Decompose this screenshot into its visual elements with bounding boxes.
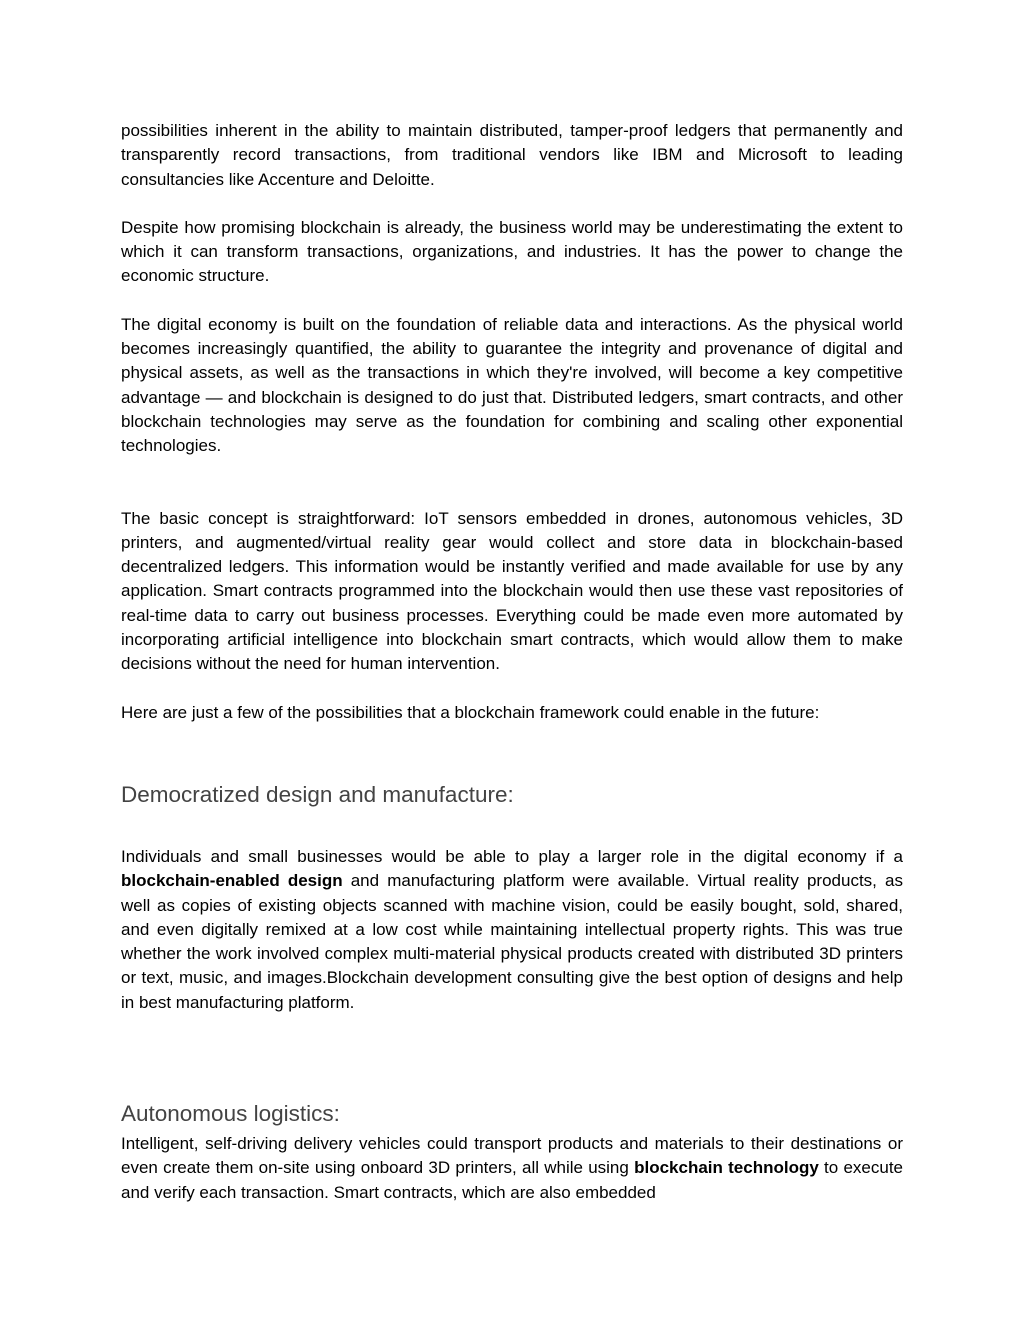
text-span: Intelligent, self-driving delivery vehicles could transport products and materials to their destinations or even create them on-site using onboard 3D printers, all while using — [121, 1134, 903, 1178]
paragraph-ledger-possibilities: possibilities inherent in the ability to maintain distributed, tamper-proof ledgers that permanently and transparently record transactions, from traditional vendors like IBM and Microsoft to leading consultancies like Accenture and Deloitte. — [121, 121, 903, 189]
text-span: and manufacturing platform were available. Virtual reality products, as well as copies of existing objects scanned with machine vision, could be easily bought, sold, shared, and even digitally remixed at a low cost while maintaining intellectual property rights. This was true whether the work involved complex multi-material physical products created with distributed 3D printers or text, music, and images.Blockchain development consulting give the best option of designs and help in best manufacturing platform. — [121, 871, 903, 1012]
heading-democratized-design: Democratized design and manufacture: — [121, 781, 514, 807]
bold-term-blockchain-enabled-design: blockchain-enabled design — [121, 871, 343, 891]
paragraph-basic-concept: The basic concept is straightforward: IoT sensors embedded in drones, autonomous vehicles, 3D printers, and augmented/virtual reality gear would collect and store data in blockchain-based decentralized ledgers. This information would be instantly verified and made available for use by any application. Smart contracts programmed into the blockchain would then use these vast repositories of real-time data to carry out business processes. Everything could be made even more automated by incorporating artificial intelligence into blockchain smart contracts, which would allow them to make decisions without the need for human intervention. — [121, 508, 903, 674]
text-span: to execute and verify each transaction. Smart contracts, which are also embedded — [121, 1158, 904, 1202]
paragraph-digital-economy: The digital economy is built on the foundation of reliable data and interactions. As the physical world becomes increasingly quantified, the ability to guarantee the integrity and provenance of digital and physical assets, as well as the transactions in which they're involved, will become a key competitive advantage — and blockchain is designed to do just that. Distributed ledgers, smart contracts, and other blockchain technologies may serve as the foundation for combining and scaling other exponential technologies. — [121, 314, 903, 456]
heading-autonomous-logistics: Autonomous logistics: — [121, 1101, 340, 1127]
paragraph-autonomous-logistics — [121, 1132, 903, 1205]
document-page — [121, 119, 903, 1205]
paragraph-possibilities-intro: Here are just a few of the possibilities that a blockchain framework could enable in the future: — [121, 702, 820, 722]
bold-term-blockchain-technology: blockchain technology — [634, 1158, 819, 1178]
paragraph-underestimating: Despite how promising blockchain is already, the business world may be underestimating the extent to which it can transform transactions, organizations, and industries. It has the power to change the economic structure. — [121, 217, 903, 286]
text-span: Individuals and small businesses would be able to play a larger role in the digital economy if a — [121, 846, 903, 866]
paragraph-democratized-design — [121, 845, 903, 1015]
